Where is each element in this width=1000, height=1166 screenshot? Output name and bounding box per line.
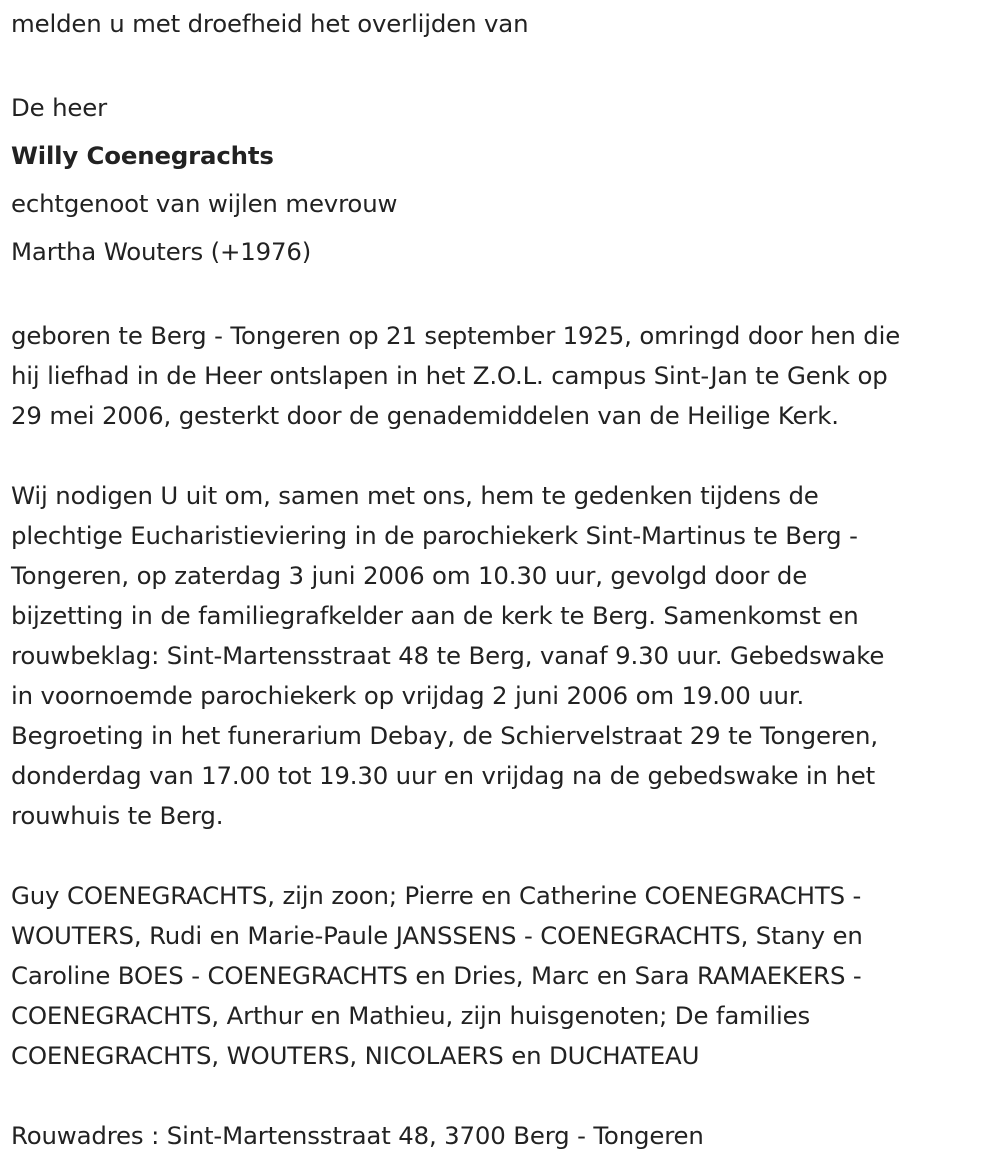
- paragraph-line: WOUTERS, Rudi en Marie-Paule JANSSENS - COENEGRACHTS, Stany en: [11, 921, 863, 950]
- paragraph-line: Wij nodigen U uit om, samen met ons, hem te gedenken tijdens de: [11, 481, 819, 510]
- spacer: [11, 436, 996, 476]
- paragraph-line: COENEGRACHTS, Arthur en Mathieu, zijn huisgenoten; De families: [11, 1001, 811, 1030]
- paragraph-line: donderdag van 17.00 tot 19.30 uur en vrijdag na de gebedswake in het: [11, 761, 876, 790]
- family-paragraph: [11, 876, 996, 1076]
- paragraph-line: 29 mei 2006, gesterkt door de genademiddelen van de Heilige Kerk.: [11, 401, 839, 430]
- salutation-text: De heer: [11, 93, 107, 122]
- paragraph-line: Caroline BOES - COENEGRACHTS en Dries, Marc en Sara RAMAEKERS -: [11, 961, 862, 990]
- spacer: [11, 1076, 996, 1116]
- paragraph-line: Tongeren, op zaterdag 3 juni 2006 om 10.30 uur, gevolgd door de: [11, 561, 808, 590]
- paragraph-line: bijzetting in de familiegrafkelder aan de kerk te Berg. Samenkomst en: [11, 601, 859, 630]
- spouse-line-2: Martha Wouters (+1976): [11, 237, 312, 266]
- paragraph-line: plechtige Eucharistieviering in de parochiekerk Sint-Martinus te Berg -: [11, 521, 858, 550]
- mourning-address: Rouwadres : Sint-Martensstraat 48, 3700 Berg - Tongeren: [11, 1121, 704, 1150]
- spacer: [11, 44, 996, 84]
- obituary-document: [11, 4, 996, 1156]
- paragraph-line: rouwhuis te Berg.: [11, 801, 224, 830]
- spouse-line-1: echtgenoot van wijlen mevrouw: [11, 189, 398, 218]
- paragraph-line: Begroeting in het funerarium Debay, de Schiervelstraat 29 te Tongeren,: [11, 721, 878, 750]
- spacer: [11, 836, 996, 876]
- paragraph-line: geboren te Berg - Tongeren op 21 september 1925, omringd door hen die: [11, 321, 901, 350]
- birth-paragraph: [11, 316, 996, 436]
- deceased-name: Willy Coenegrachts: [11, 141, 274, 170]
- paragraph-line: rouwbeklag: Sint-Martensstraat 48 te Berg, vanaf 9.30 uur. Gebedswake: [11, 641, 885, 670]
- paragraph-line: Guy COENEGRACHTS, zijn zoon; Pierre en Catherine COENEGRACHTS -: [11, 881, 862, 910]
- invitation-paragraph: [11, 476, 996, 836]
- paragraph-line: hij liefhad in de Heer ontslapen in het Z.O.L. campus Sint-Jan te Genk op: [11, 361, 888, 390]
- paragraph-line: in voornoemde parochiekerk op vrijdag 2 juni 2006 om 19.00 uur.: [11, 681, 805, 710]
- intro-text: melden u met droefheid het overlijden van: [11, 9, 529, 38]
- spacer: [11, 276, 996, 316]
- paragraph-line: COENEGRACHTS, WOUTERS, NICOLAERS en DUCHATEAU: [11, 1041, 700, 1070]
